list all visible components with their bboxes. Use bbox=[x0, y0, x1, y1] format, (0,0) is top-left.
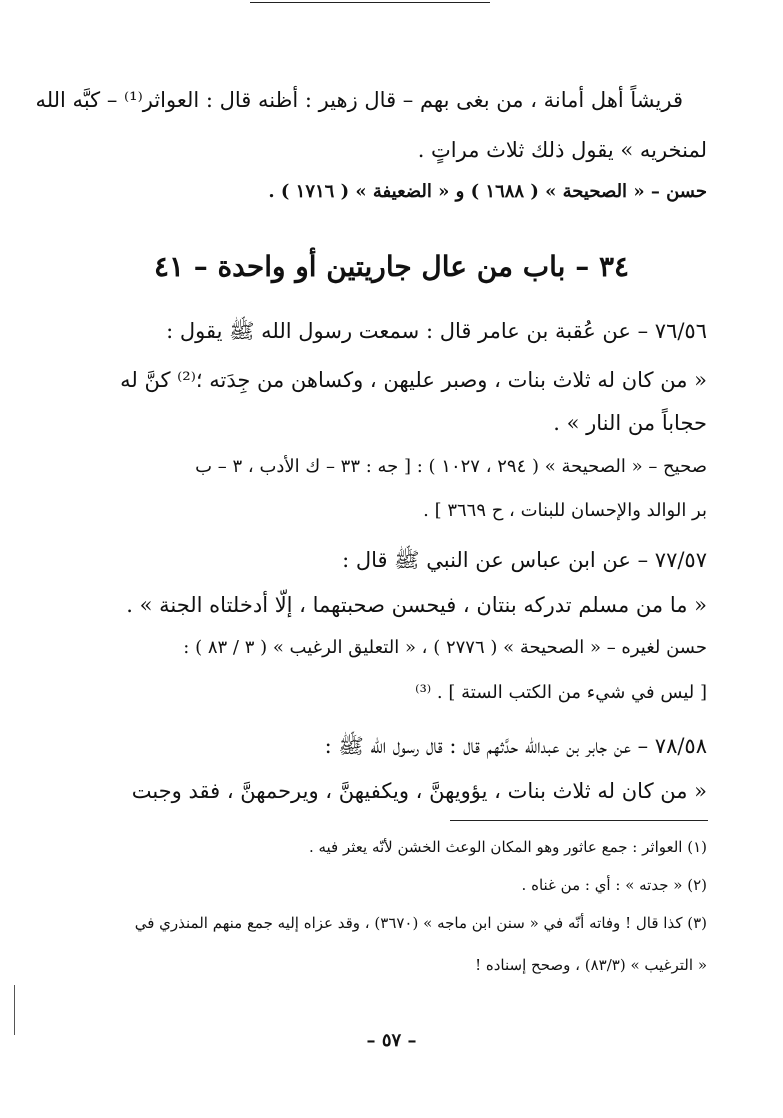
footnote-3-line-2: « الترغيب » (٨٣/٣) ، وصحح إسناده ! bbox=[475, 956, 707, 974]
margin-mark bbox=[14, 985, 15, 1035]
hadith-78-line-2: « من كان له ثلاث بنات ، يؤويهنَّ ، ويكفيهنَّ ، ويرحمهنَّ ، فقد وجبت bbox=[131, 779, 707, 803]
grade-line-1: حسن – « الصحيحة » ( ١٦٨٨ ) و « الضعيفة » ( ١٧١٦ ) . bbox=[268, 181, 707, 202]
hadith-77-grade-2: [ ليس في شيء من الكتب الستة ] . ⁽³⁾ bbox=[415, 682, 707, 703]
hadith-77-line-1: ٧٧/٥٧ – عن ابن عباس عن النبي ﷺ قال : bbox=[342, 548, 707, 572]
footnote-3-line-1: (٣) كذا قال ! وفاته أنّه في « سنن ابن ماجه » (٣٦٧٠) ، وقد عزاه إليه جمع منهم المنذري في bbox=[134, 914, 707, 932]
hadith-76-grade-1: صحيح – « الصحيحة » ( ٢٩٤ ، ١٠٢٧ ) : [ جه : ٣٣ – ك الأدب ، ٣ – ب bbox=[195, 456, 707, 477]
hadith-76-line-2: « من كان له ثلاث بنات ، وصبر عليهن ، وكساهن من جِدَته ؛⁽²⁾ كنَّ له bbox=[120, 368, 707, 392]
hadith-76-line-3: حجاباً من النار » . bbox=[553, 411, 707, 435]
hadith-78-line-1: ٧٨/٥٨ – عن جابر بن عبدالله حدَّثهم قال : قال رسول الله ﷺ : bbox=[324, 734, 707, 758]
chapter-heading: ٣٤ – باب من عال جاريتين أو واحدة – ٤١ bbox=[153, 250, 630, 283]
page-number: – ٥٧ – bbox=[366, 1030, 417, 1051]
hadith-77-grade-1: حسن لغيره – « الصحيحة » ( ٢٧٧٦ ) ، « التعليق الرغيب » ( ٣ / ٨٣ ) : bbox=[183, 637, 707, 658]
body-line-2: لمنخريه » يقول ذلك ثلاث مراتٍ . bbox=[417, 138, 707, 162]
body-line-1: قريشاً أهل أمانة ، من بغى بهم – قال زهير : أظنه قال : العواثر⁽¹⁾ – كبَّه الله bbox=[35, 88, 683, 112]
top-rule bbox=[250, 2, 490, 3]
hadith-77-line-2: « ما من مسلم تدركه بنتان ، فيحسن صحبتهما ، إلّا أدخلتاه الجنة » . bbox=[126, 593, 707, 617]
hadith-76-line-1: ٧٦/٥٦ – عن عُقبة بن عامر قال : سمعت رسول الله ﷺ يقول : bbox=[166, 319, 707, 343]
footnote-separator bbox=[450, 820, 708, 821]
footnote-1: (١) العواثر : جمع عاثور وهو المكان الوعث الخشن لأنّه يعثر فيه . bbox=[308, 838, 707, 856]
hadith-76-grade-2: بر الوالد والإحسان للبنات ، ح ٣٦٦٩ ] . bbox=[423, 500, 707, 521]
footnote-2: (٢) « جدته » : أي : من غناه . bbox=[521, 876, 707, 894]
